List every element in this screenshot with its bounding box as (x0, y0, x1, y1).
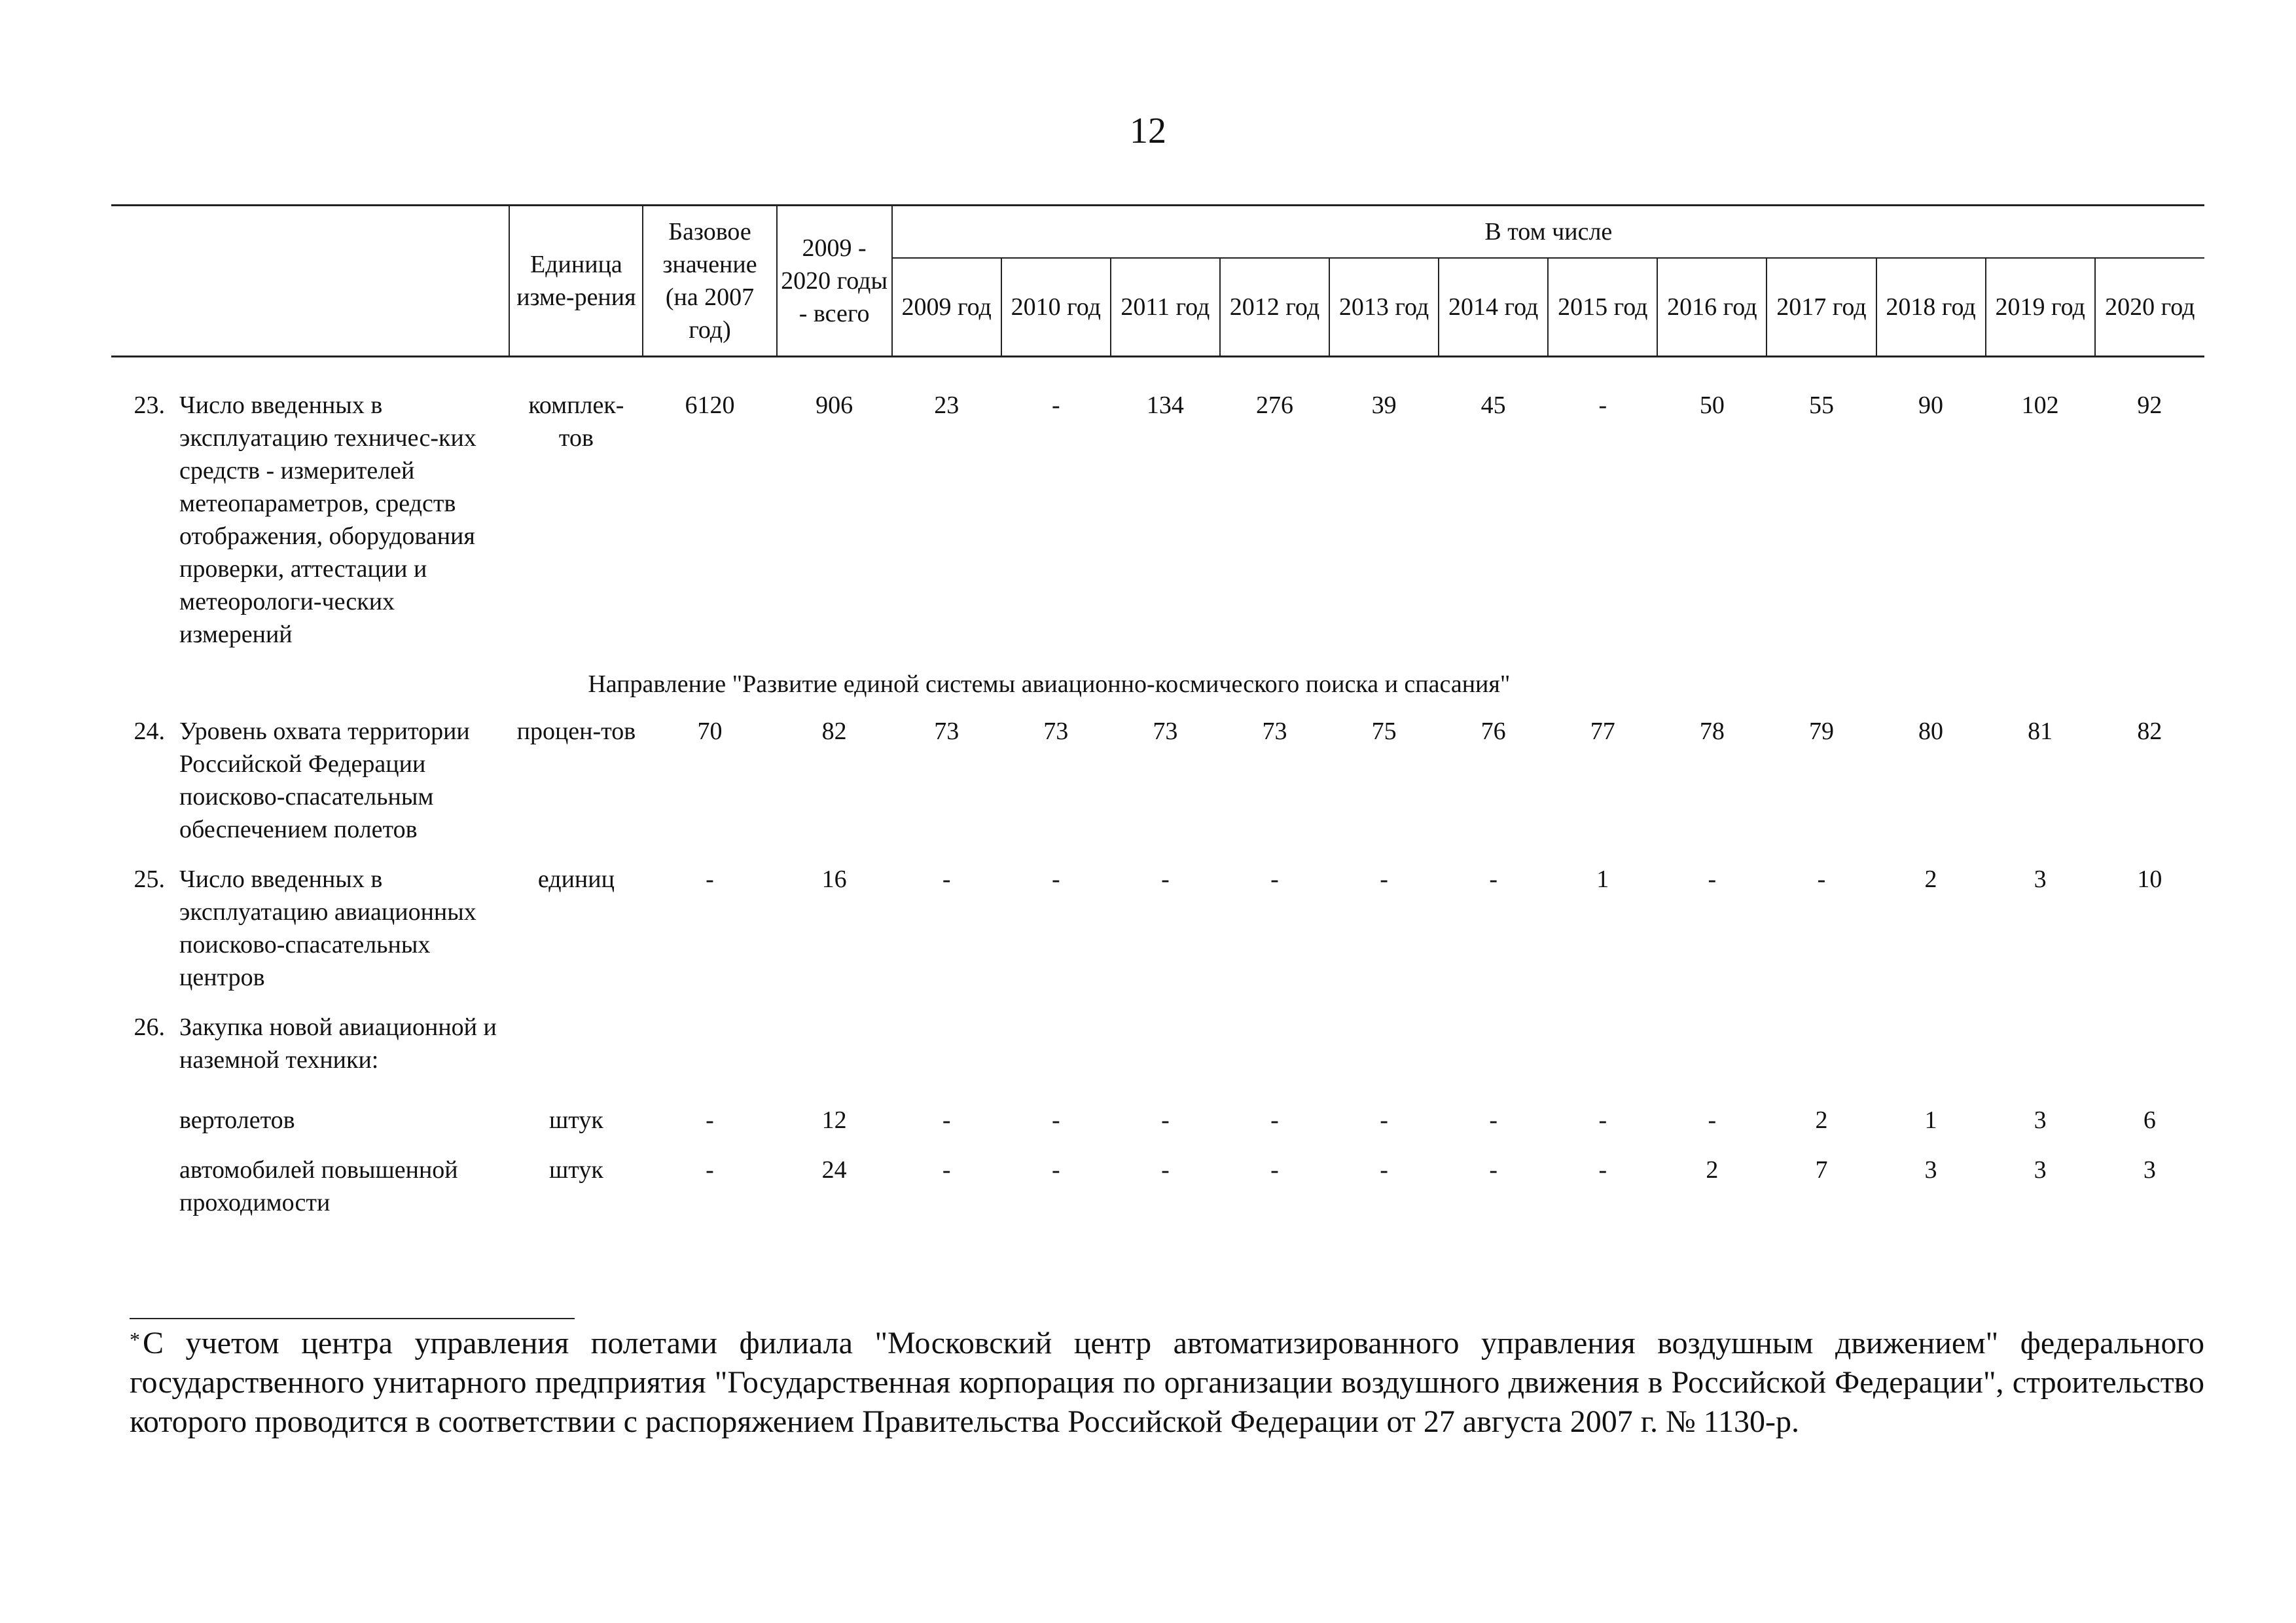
unit-cell: процен-тов (516, 718, 636, 745)
base-value: 70 (697, 718, 723, 745)
total-value: 906 (816, 392, 853, 419)
header-year: 2012 год (1220, 258, 1329, 357)
unit-cell: штук (548, 1106, 603, 1134)
footnote-divider (130, 1318, 575, 1319)
year-value: 73 (1043, 718, 1069, 745)
indicator-name: Число введенных в эксплуатацию авиационных поисково-спасательных центров (179, 866, 476, 991)
section-row (111, 668, 2204, 715)
year-value: - (1598, 1106, 1607, 1134)
year-value: - (1708, 866, 1717, 893)
section-heading: Направление "Развитие единой системы авиационно-космического поиска и спасания" (588, 670, 1511, 698)
row-number: 26. (134, 1013, 166, 1041)
base-value: - (706, 866, 714, 893)
total-value: 82 (821, 718, 847, 745)
year-value: - (1380, 1106, 1388, 1134)
header-year: 2009 год (892, 258, 1001, 357)
header-year: 2015 год (1548, 258, 1657, 357)
year-value: - (1161, 1106, 1170, 1134)
year-value: 2 (1706, 1156, 1719, 1184)
year-value: - (1051, 1106, 1060, 1134)
year-value: - (1489, 1106, 1498, 1134)
total-value: 24 (821, 1156, 847, 1184)
unit-cell: единиц (537, 866, 615, 893)
header-year: 2017 год (1767, 258, 1876, 357)
table-row (111, 1011, 2204, 1104)
year-value: 3 (2143, 1156, 2156, 1184)
year-value: - (1270, 1106, 1279, 1134)
header-unit: Единица изме-рения (509, 206, 643, 357)
year-value: 276 (1255, 392, 1293, 419)
year-value: 2 (1815, 1106, 1828, 1134)
header-base: Базовое значение (на 2007 год) (643, 206, 776, 357)
header-year: 2018 год (1876, 258, 1986, 357)
year-value: 102 (2021, 392, 2059, 419)
year-value: 77 (1590, 718, 1615, 745)
indicators-table (111, 204, 2204, 1236)
year-value: 79 (1808, 718, 1834, 745)
header-year: 2010 год (1001, 258, 1111, 357)
year-value: 6 (2143, 1106, 2156, 1134)
base-value: - (706, 1106, 714, 1134)
year-value: - (1380, 1156, 1388, 1184)
year-value: - (1817, 866, 1826, 893)
table-row (111, 863, 2204, 1011)
year-value: - (1380, 866, 1388, 893)
total-value: 16 (821, 866, 847, 893)
header-including: В том числе (892, 206, 2204, 259)
year-value: 73 (1153, 718, 1178, 745)
year-value: 1 (1924, 1106, 1937, 1134)
year-value: 45 (1480, 392, 1506, 419)
year-value: - (1598, 392, 1607, 419)
year-value: 90 (1918, 392, 1944, 419)
footnote (130, 1324, 2204, 1442)
base-value: 6120 (685, 392, 735, 419)
year-value: - (1489, 1156, 1498, 1184)
footnote-text: С учетом центра управления полетами филиала "Московский центр автоматизированного управления воздушным движением" федерального государственного унитарного предприятия "Государственная корпорация по организации воздушного движения в Российской Федерации", строительство которого проводится в соответствии с распоряжением Правительства Российской Федерации от 27 августа 2007 г. № 1130-р. (130, 1326, 2204, 1439)
year-value: - (1598, 1156, 1607, 1184)
year-value: 73 (934, 718, 960, 745)
base-value: - (706, 1156, 714, 1184)
year-value: 50 (1699, 392, 1725, 419)
table-subrow (111, 1154, 2204, 1236)
header-year: 2019 год (1986, 258, 2095, 357)
footnote-mark: * (130, 1328, 140, 1351)
header-year: 2014 год (1439, 258, 1548, 357)
year-value: - (1161, 1156, 1170, 1184)
year-value: 3 (2034, 1106, 2047, 1134)
total-value: 12 (821, 1106, 847, 1134)
indicator-name: Уровень охвата территории Российской Федерации поисково-спасательным обеспечением полетов (179, 718, 470, 843)
year-value: 78 (1699, 718, 1725, 745)
year-value: 3 (2034, 1156, 2047, 1184)
year-value: - (942, 1106, 951, 1134)
row-number: 24. (134, 718, 166, 745)
year-value: 10 (2137, 866, 2162, 893)
header-year: 2013 год (1329, 258, 1439, 357)
year-value: 92 (2137, 392, 2162, 419)
year-value: 23 (934, 392, 960, 419)
unit-cell: комплек-тов (528, 392, 624, 452)
row-number: 25. (134, 866, 166, 893)
table-row (111, 715, 2204, 863)
year-value: 80 (1918, 718, 1944, 745)
year-value: 39 (1371, 392, 1397, 419)
year-value: 75 (1371, 718, 1397, 745)
year-value: 76 (1480, 718, 1506, 745)
year-value: - (1051, 392, 1060, 419)
year-value: 1 (1596, 866, 1609, 893)
header-year: 2020 год (2095, 258, 2204, 357)
page-number: 12 (1130, 111, 1166, 151)
table-row (111, 389, 2204, 668)
header-total: 2009 - 2020 годы - всего (777, 206, 892, 357)
year-value: - (1708, 1106, 1717, 1134)
year-value: 134 (1146, 392, 1184, 419)
year-value: 3 (1924, 1156, 1937, 1184)
year-value: - (1270, 1156, 1279, 1184)
year-value: 55 (1808, 392, 1834, 419)
indicator-name: вертолетов (179, 1106, 295, 1134)
year-value: - (1051, 1156, 1060, 1184)
year-value: - (1051, 866, 1060, 893)
year-value: 2 (1924, 866, 1937, 893)
indicator-name: Число введенных в эксплуатацию техничес-ких средств - измерителей метеопараметров, средств отображения, оборудования проверки, аттестации и метеорологи-ческих измерений (179, 392, 476, 648)
year-value: 82 (2137, 718, 2162, 745)
indicator-name: автомобилей повышенной проходимости (179, 1156, 458, 1216)
year-value: 81 (2028, 718, 2053, 745)
indicator-name: Закупка новой авиационной и наземной техники: (179, 1013, 497, 1074)
year-value: - (942, 866, 951, 893)
unit-cell: штук (548, 1156, 603, 1184)
header-year: 2011 год (1111, 258, 1220, 357)
table-subrow (111, 1104, 2204, 1154)
header-blank (111, 206, 509, 357)
year-value: 3 (2034, 866, 2047, 893)
year-value: - (1489, 866, 1498, 893)
row-number: 23. (134, 392, 166, 419)
year-value: - (1161, 866, 1170, 893)
year-value: - (942, 1156, 951, 1184)
header-row (111, 206, 2204, 259)
year-value: 7 (1815, 1156, 1828, 1184)
year-value: 73 (1262, 718, 1287, 745)
header-year: 2016 год (1657, 258, 1767, 357)
year-value: - (1270, 866, 1279, 893)
